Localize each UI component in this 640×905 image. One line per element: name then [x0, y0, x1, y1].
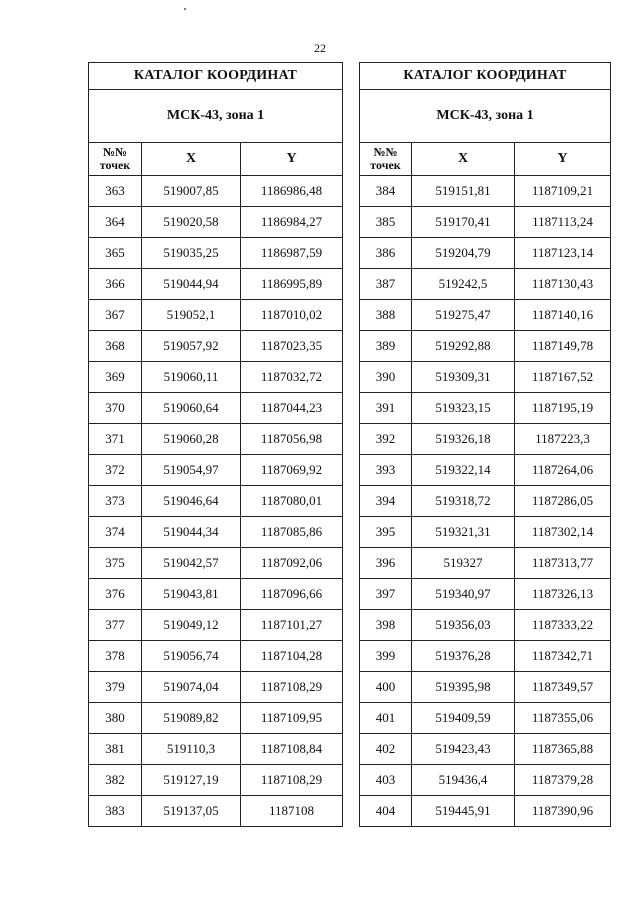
x-coordinate-cell: 519044,34	[142, 517, 241, 548]
y-coordinate-cell: 1187326,13	[515, 579, 611, 610]
table-row	[89, 796, 343, 827]
point-number-cell: 402	[360, 734, 412, 765]
catalog-title: КАТАЛОГ КООРДИНАТ	[89, 63, 343, 90]
coordinate-catalog-right	[359, 62, 611, 827]
point-number-cell: 401	[360, 703, 412, 734]
point-number-cell: 372	[89, 455, 142, 486]
y-coordinate-cell: 1187390,96	[515, 796, 611, 827]
y-coordinate-cell: 1187101,27	[241, 610, 343, 641]
y-coordinate-cell: 1187286,05	[515, 486, 611, 517]
coordinate-system: МСК-43, зона 1	[360, 90, 611, 143]
point-number-cell: 373	[89, 486, 142, 517]
table-row	[89, 734, 343, 765]
table-row	[360, 300, 611, 331]
x-coordinate-cell: 519046,64	[142, 486, 241, 517]
x-coordinate-cell: 519423,43	[412, 734, 515, 765]
table-row	[360, 455, 611, 486]
table-row	[89, 269, 343, 300]
x-coordinate-cell: 519089,82	[142, 703, 241, 734]
x-coordinate-cell: 519060,11	[142, 362, 241, 393]
table-row	[360, 393, 611, 424]
x-coordinate-cell: 519445,91	[412, 796, 515, 827]
table-row	[360, 486, 611, 517]
point-number-cell: 380	[89, 703, 142, 734]
table-row	[360, 703, 611, 734]
y-coordinate-cell: 1187010,02	[241, 300, 343, 331]
point-number-cell: 374	[89, 517, 142, 548]
table-row	[360, 331, 611, 362]
point-number-cell: 383	[89, 796, 142, 827]
point-number-cell: 395	[360, 517, 412, 548]
x-coordinate-cell: 519323,15	[412, 393, 515, 424]
point-number-cell: 400	[360, 672, 412, 703]
y-coordinate-cell: 1187113,24	[515, 207, 611, 238]
y-coordinate-cell: 1187355,06	[515, 703, 611, 734]
point-number-cell: 396	[360, 548, 412, 579]
point-number-cell: 377	[89, 610, 142, 641]
x-coordinate-cell: 519395,98	[412, 672, 515, 703]
y-coordinate-cell: 1187130,43	[515, 269, 611, 300]
table-row	[89, 238, 343, 269]
table-row	[89, 424, 343, 455]
x-coordinate-cell: 519356,03	[412, 610, 515, 641]
point-number-cell: 379	[89, 672, 142, 703]
table-row	[360, 641, 611, 672]
table-row	[360, 362, 611, 393]
table-row	[360, 238, 611, 269]
x-coordinate-cell: 519275,47	[412, 300, 515, 331]
table-row	[360, 176, 611, 207]
point-number-cell: 397	[360, 579, 412, 610]
point-number-cell: 389	[360, 331, 412, 362]
x-coordinate-cell: 519327	[412, 548, 515, 579]
header-y: Y	[515, 143, 611, 176]
point-number-cell: 392	[360, 424, 412, 455]
point-number-cell: 394	[360, 486, 412, 517]
y-coordinate-cell: 1187069,92	[241, 455, 343, 486]
point-number-cell: 368	[89, 331, 142, 362]
table-row	[360, 672, 611, 703]
point-number-cell: 388	[360, 300, 412, 331]
y-coordinate-cell: 1187195,19	[515, 393, 611, 424]
point-number-cell: 386	[360, 238, 412, 269]
header-point-number: №№ точек	[360, 143, 412, 176]
point-number-cell: 364	[89, 207, 142, 238]
y-coordinate-cell: 1187333,22	[515, 610, 611, 641]
table-row	[360, 269, 611, 300]
x-coordinate-cell: 519318,72	[412, 486, 515, 517]
x-coordinate-cell: 519020,58	[142, 207, 241, 238]
y-coordinate-cell: 1187080,01	[241, 486, 343, 517]
table-row	[89, 579, 343, 610]
point-number-cell: 366	[89, 269, 142, 300]
table-row	[360, 796, 611, 827]
y-coordinate-cell: 1187096,66	[241, 579, 343, 610]
x-coordinate-cell: 519060,28	[142, 424, 241, 455]
table-row	[89, 362, 343, 393]
point-number-cell: 390	[360, 362, 412, 393]
x-coordinate-cell: 519056,74	[142, 641, 241, 672]
x-coordinate-cell: 519042,57	[142, 548, 241, 579]
table-row	[89, 207, 343, 238]
scan-speck	[184, 8, 186, 10]
point-number-cell: 375	[89, 548, 142, 579]
point-number-cell: 403	[360, 765, 412, 796]
y-coordinate-cell: 1187264,06	[515, 455, 611, 486]
point-number-cell: 404	[360, 796, 412, 827]
y-coordinate-cell: 1187313,77	[515, 548, 611, 579]
y-coordinate-cell: 1187108,84	[241, 734, 343, 765]
x-coordinate-cell: 519054,97	[142, 455, 241, 486]
x-coordinate-cell: 519043,81	[142, 579, 241, 610]
table-row	[360, 579, 611, 610]
point-number-cell: 384	[360, 176, 412, 207]
table-row	[89, 548, 343, 579]
point-number-cell: 369	[89, 362, 142, 393]
header-x: X	[412, 143, 515, 176]
y-coordinate-cell: 1187302,14	[515, 517, 611, 548]
y-coordinate-cell: 1187342,71	[515, 641, 611, 672]
y-coordinate-cell: 1187123,14	[515, 238, 611, 269]
table-row	[360, 207, 611, 238]
x-coordinate-cell: 519127,19	[142, 765, 241, 796]
table-row	[360, 517, 611, 548]
table-row	[89, 331, 343, 362]
x-coordinate-cell: 519376,28	[412, 641, 515, 672]
point-number-cell: 382	[89, 765, 142, 796]
y-coordinate-cell: 1187108,29	[241, 672, 343, 703]
x-coordinate-cell: 519049,12	[142, 610, 241, 641]
y-coordinate-cell: 1187379,28	[515, 765, 611, 796]
table-row	[89, 176, 343, 207]
y-coordinate-cell: 1187056,98	[241, 424, 343, 455]
y-coordinate-cell: 1187032,72	[241, 362, 343, 393]
page-number: 22	[314, 41, 326, 55]
x-coordinate-cell: 519322,14	[412, 455, 515, 486]
point-number-cell: 385	[360, 207, 412, 238]
point-number-cell: 399	[360, 641, 412, 672]
y-coordinate-cell: 1187109,21	[515, 176, 611, 207]
x-coordinate-cell: 519110,3	[142, 734, 241, 765]
coordinate-catalog-left	[88, 62, 343, 827]
x-coordinate-cell: 519326,18	[412, 424, 515, 455]
y-coordinate-cell: 1187365,88	[515, 734, 611, 765]
point-number-cell: 363	[89, 176, 142, 207]
x-coordinate-cell: 519074,04	[142, 672, 241, 703]
x-coordinate-cell: 519242,5	[412, 269, 515, 300]
x-coordinate-cell: 519340,97	[412, 579, 515, 610]
x-coordinate-cell: 519321,31	[412, 517, 515, 548]
y-coordinate-cell: 1187223,3	[515, 424, 611, 455]
x-coordinate-cell: 519170,41	[412, 207, 515, 238]
table-row	[89, 486, 343, 517]
x-coordinate-cell: 519292,88	[412, 331, 515, 362]
x-coordinate-cell: 519035,25	[142, 238, 241, 269]
y-coordinate-cell: 1187349,57	[515, 672, 611, 703]
x-coordinate-cell: 519007,85	[142, 176, 241, 207]
x-coordinate-cell: 519137,05	[142, 796, 241, 827]
point-number-cell: 370	[89, 393, 142, 424]
table-row	[360, 610, 611, 641]
point-number-cell: 391	[360, 393, 412, 424]
catalog-title: КАТАЛОГ КООРДИНАТ	[360, 63, 611, 90]
x-coordinate-cell: 519057,92	[142, 331, 241, 362]
y-coordinate-cell: 1186987,59	[241, 238, 343, 269]
header-x: X	[142, 143, 241, 176]
x-coordinate-cell: 519151,81	[412, 176, 515, 207]
table-row	[89, 393, 343, 424]
table-row	[89, 703, 343, 734]
y-coordinate-cell: 1187108	[241, 796, 343, 827]
coordinate-system: МСК-43, зона 1	[89, 90, 343, 143]
y-coordinate-cell: 1187149,78	[515, 331, 611, 362]
x-coordinate-cell: 519052,1	[142, 300, 241, 331]
x-coordinate-cell: 519436,4	[412, 765, 515, 796]
y-coordinate-cell: 1187085,86	[241, 517, 343, 548]
y-coordinate-cell: 1187092,06	[241, 548, 343, 579]
point-number-cell: 371	[89, 424, 142, 455]
table-row	[89, 765, 343, 796]
x-coordinate-cell: 519309,31	[412, 362, 515, 393]
table-row	[89, 517, 343, 548]
x-coordinate-cell: 519060,64	[142, 393, 241, 424]
table-row	[89, 610, 343, 641]
y-coordinate-cell: 1187167,52	[515, 362, 611, 393]
y-coordinate-cell: 1187140,16	[515, 300, 611, 331]
point-number-cell: 367	[89, 300, 142, 331]
point-number-cell: 376	[89, 579, 142, 610]
y-coordinate-cell: 1187109,95	[241, 703, 343, 734]
table-row	[360, 734, 611, 765]
header-y: Y	[241, 143, 343, 176]
y-coordinate-cell: 1187044,23	[241, 393, 343, 424]
y-coordinate-cell: 1186995,89	[241, 269, 343, 300]
table-row	[360, 424, 611, 455]
table-row	[89, 300, 343, 331]
y-coordinate-cell: 1187023,35	[241, 331, 343, 362]
y-coordinate-cell: 1186986,48	[241, 176, 343, 207]
x-coordinate-cell: 519044,94	[142, 269, 241, 300]
x-coordinate-cell: 519204,79	[412, 238, 515, 269]
table-row	[360, 548, 611, 579]
point-number-cell: 398	[360, 610, 412, 641]
table-row	[89, 641, 343, 672]
table-row	[360, 765, 611, 796]
y-coordinate-cell: 1186984,27	[241, 207, 343, 238]
point-number-cell: 378	[89, 641, 142, 672]
point-number-cell: 393	[360, 455, 412, 486]
y-coordinate-cell: 1187108,29	[241, 765, 343, 796]
point-number-cell: 365	[89, 238, 142, 269]
header-point-number: №№ точек	[89, 143, 142, 176]
y-coordinate-cell: 1187104,28	[241, 641, 343, 672]
point-number-cell: 381	[89, 734, 142, 765]
table-row	[89, 455, 343, 486]
x-coordinate-cell: 519409,59	[412, 703, 515, 734]
table-row	[89, 672, 343, 703]
point-number-cell: 387	[360, 269, 412, 300]
